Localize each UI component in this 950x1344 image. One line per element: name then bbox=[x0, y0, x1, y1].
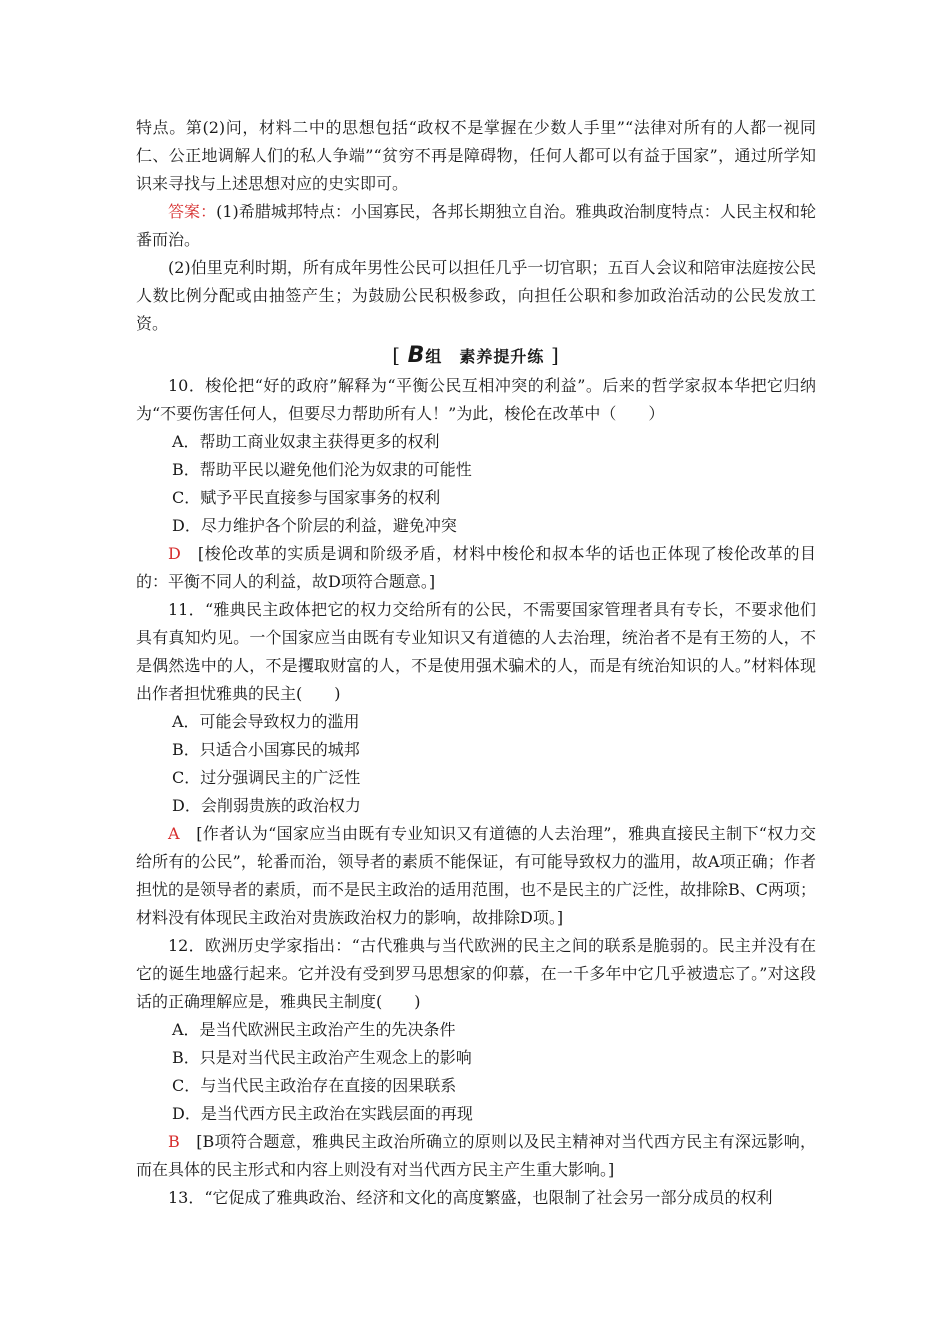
question-12-stem: 12．欧洲历史学家指出：“古代雅典与当代欧洲的民主之间的联系是脆弱的。民主并没有在它的诞生地盛行起来。它并没有受到罗马思想家的仰慕，在一千多年中它几乎被遗忘了。”对这段话的正确理解应是，雅典民主制度( ) bbox=[136, 936, 816, 1011]
question-11-option-c: C．过分强调民主的广泛性 bbox=[172, 768, 361, 787]
section-open-bracket: [ bbox=[392, 343, 402, 367]
question-12-option-c: C．与当代民主政治存在直接的因果联系 bbox=[172, 1076, 457, 1095]
question-11-option-b: B．只适合小国寡民的城邦 bbox=[172, 740, 360, 759]
answer-label: 答案： bbox=[168, 202, 217, 221]
question-10-explanation-text: [梭伦改革的实质是调和阶级矛盾，材料中梭伦和叔本华的话也正体现了梭伦改革的目的：平衡不同人的利益，故D项符合题意。] bbox=[136, 544, 816, 591]
question-11-stem: 11．“雅典民主政体把它的权力交给所有的公民，不需要国家管理者具有专长，不要求他们具有真知灼见。一个国家应当由既有专业知识又有道德的人去治理，统治者不是有王笏的人，不是偶然选中的人，不是攫取财富的人，不是使用强术骗术的人，而是有统治知识的人。”材料体现出作者担忧雅典的民主( ) bbox=[136, 600, 816, 703]
section-title: 组 素养提升练 bbox=[425, 347, 545, 366]
section-close-bracket: ] bbox=[550, 343, 560, 367]
question-10-option-c: C．赋予平民直接参与国家事务的权利 bbox=[172, 488, 441, 507]
question-13-stem: 13．“它促成了雅典政治、经济和文化的高度繁盛，也限制了社会另一部分成员的权利 bbox=[168, 1188, 773, 1207]
question-12-option-d: D．是当代西方民主政治在实践层面的再现 bbox=[172, 1104, 473, 1123]
document-page bbox=[136, 114, 816, 1212]
question-10-answer: D bbox=[168, 544, 181, 563]
intro-paragraph: 特点。第(2)问，材料二中的思想包括“政权不是掌握在少数人手里”“法律对所有的人都一视同仁、公正地调解人们的私人争端”“贫穷不再是障碍物，任何人都可以有益于国家”，通过所学知识来寻找与上述思想对应的史实即可。 bbox=[136, 118, 816, 193]
question-11-answer: A bbox=[168, 824, 180, 843]
question-10-option-a: A．帮助工商业奴隶主获得更多的权利 bbox=[172, 432, 440, 451]
question-12-explanation bbox=[136, 1128, 816, 1184]
question-10-option-b: B．帮助平民以避免他们沦为奴隶的可能性 bbox=[172, 460, 472, 479]
answer-part-2: (2)伯里克利时期，所有成年男性公民可以担任几乎一切官职；五百人会议和陪审法庭按公民人数比例分配或由抽签产生；为鼓励公民积极参政，向担任公职和参加政治活动的公民发放工资。 bbox=[136, 258, 816, 333]
section-letter: B bbox=[407, 343, 426, 368]
answer-part-1 bbox=[136, 198, 816, 254]
question-11-explanation bbox=[136, 820, 816, 932]
question-10-explanation bbox=[136, 540, 816, 596]
answer-part-1-text: (1)希腊城邦特点：小国寡民，各邦长期独立自治。雅典政治制度特点：人民主权和轮番而治。 bbox=[136, 202, 816, 249]
question-11-explanation-text: [作者认为“国家应当由既有专业知识又有道德的人去治理”，雅典直接民主制下“权力交给所有的公民”，轮番而治，领导者的素质不能保证，有可能导致权力的滥用，故A项正确；作者担忧的是领导者的素质，而不是民主政治的适用范围，也不是民主的广泛性，故排除B、C两项；材料没有体现民主政治对贵族政治权力的影响，故排除D项。] bbox=[136, 824, 817, 927]
question-10-option-d: D．尽力维护各个阶层的利益，避免冲突 bbox=[172, 516, 457, 535]
question-12-explanation-text: [B项符合题意，雅典民主政治所确立的原则以及民主精神对当代西方民主有深远影响，而在具体的民主形式和内容上则没有对当代西方民主产生重大影响。] bbox=[136, 1132, 816, 1179]
question-10-stem: 10．梭伦把“好的政府”解释为“平衡公民互相冲突的利益”。后来的哲学家叔本华把它归纳为“不要伤害任何人，但要尽力帮助所有人！”为此，梭伦在改革中（ ） bbox=[136, 376, 816, 423]
question-12-option-b: B．只是对当代民主政治产生观念上的影响 bbox=[172, 1048, 472, 1067]
section-heading bbox=[136, 340, 816, 372]
question-12-answer: B bbox=[168, 1132, 180, 1151]
question-11-option-d: D．会削弱贵族的政治权力 bbox=[172, 796, 361, 815]
question-11-option-a: A．可能会导致权力的滥用 bbox=[172, 712, 360, 731]
question-12-option-a: A．是当代欧洲民主政治产生的先决条件 bbox=[172, 1020, 456, 1039]
